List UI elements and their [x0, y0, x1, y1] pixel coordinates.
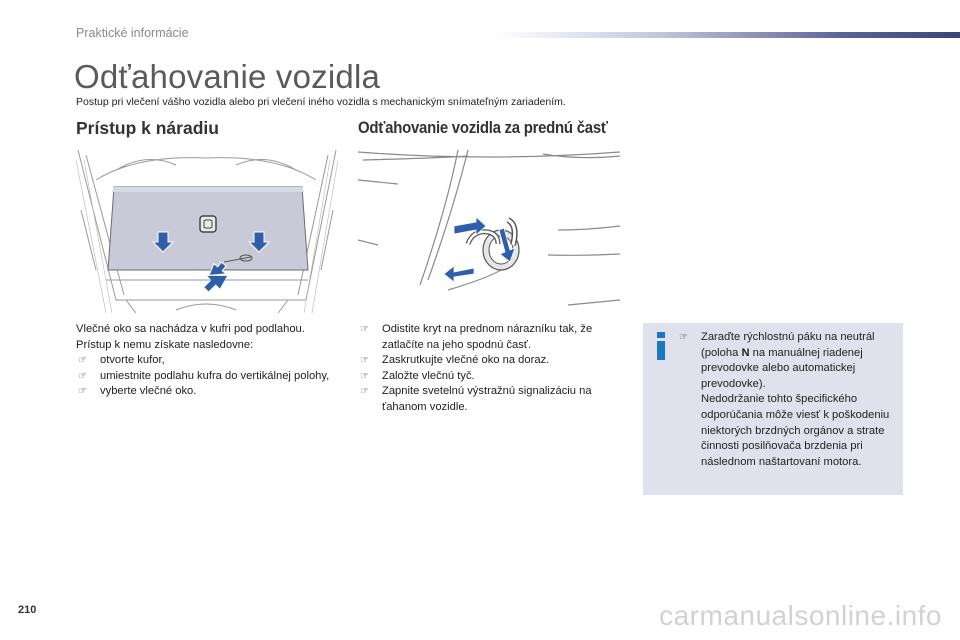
towing-steps-list: [358, 322, 620, 416]
tool-access-text: [76, 322, 338, 400]
list-item: ☞ Odistite kryt na prednom nárazníku tak, že zatlačíte na jeho spodnú časť.: [360, 323, 593, 351]
page-number: 210: [18, 604, 37, 616]
list-item: ☞ Zaskrutkujte vlečné oko na doraz.: [358, 353, 620, 369]
towing-eye-location: Vlečné oko sa nachádza v kufri pod podlahou.: [76, 323, 305, 335]
pointing-finger-icon: ☞: [360, 324, 369, 335]
intro-text: Postup pri vlečení vášho vozidla alebo pri vlečení iného vozidla s mechanickým snímateľným zariadením.: [76, 96, 566, 108]
access-instruction: Prístup k nemu získate nasledovne:: [76, 338, 254, 351]
gear-position: N: [741, 346, 750, 359]
front-bumper-illustration: [358, 150, 620, 313]
list-item: ☞ Zapnite svetelnú výstražnú signalizáciu na ťahanom vozidle.: [360, 385, 592, 413]
pointing-finger-icon: ☞: [360, 370, 369, 382]
pointing-finger-icon: ☞: [78, 370, 87, 382]
list-item: ☞ Založte vlečnú tyč.: [358, 369, 620, 385]
info-box: [643, 323, 903, 495]
list-item: ☞ vyberte vlečné oko.: [76, 384, 338, 400]
list-item: ☞ otvorte kufor,: [76, 353, 338, 369]
pointing-finger-icon: ☞: [78, 386, 87, 398]
watermark: carmanualsonline.info: [659, 600, 942, 631]
section-header: Praktické informácie: [76, 26, 189, 40]
page-title: Odťahovanie vozidla: [74, 58, 381, 95]
info-i-icon: [651, 331, 671, 361]
trunk-illustration: [76, 150, 338, 313]
header-gradient-bar: [495, 32, 960, 38]
warning-text: Nedodržanie tohto špecifického odporúčania môže viesť k poškodeniu niektorých brzdných orgánov a strate činnosti posilňovača brzdenia pri následnom naštartovaní motora.: [701, 393, 890, 468]
pointing-finger-icon: ☞: [78, 355, 87, 367]
pointing-finger-icon: ☞: [360, 386, 369, 398]
heading-tool-access: Prístup k náradiu: [76, 118, 219, 138]
list-item: ☞ umiestnite podlahu kufra do vertikálnej polohy,: [76, 369, 338, 385]
neutral-instruction: Zaraďte rýchlostnú páku na neutrál (poloha: [701, 331, 875, 359]
heading-front-towing: Odťahovanie vozidla za prednú časť: [358, 118, 608, 137]
neutral-instruction-end: na manuálnej riadenej prevodovke alebo automatickej prevodovke).: [701, 346, 863, 390]
pointing-finger-icon: ☞: [679, 332, 688, 343]
front-towing-text: [358, 322, 620, 416]
access-steps-list: [76, 353, 338, 400]
info-text: [679, 330, 899, 470]
pointing-finger-icon: ☞: [360, 355, 369, 367]
